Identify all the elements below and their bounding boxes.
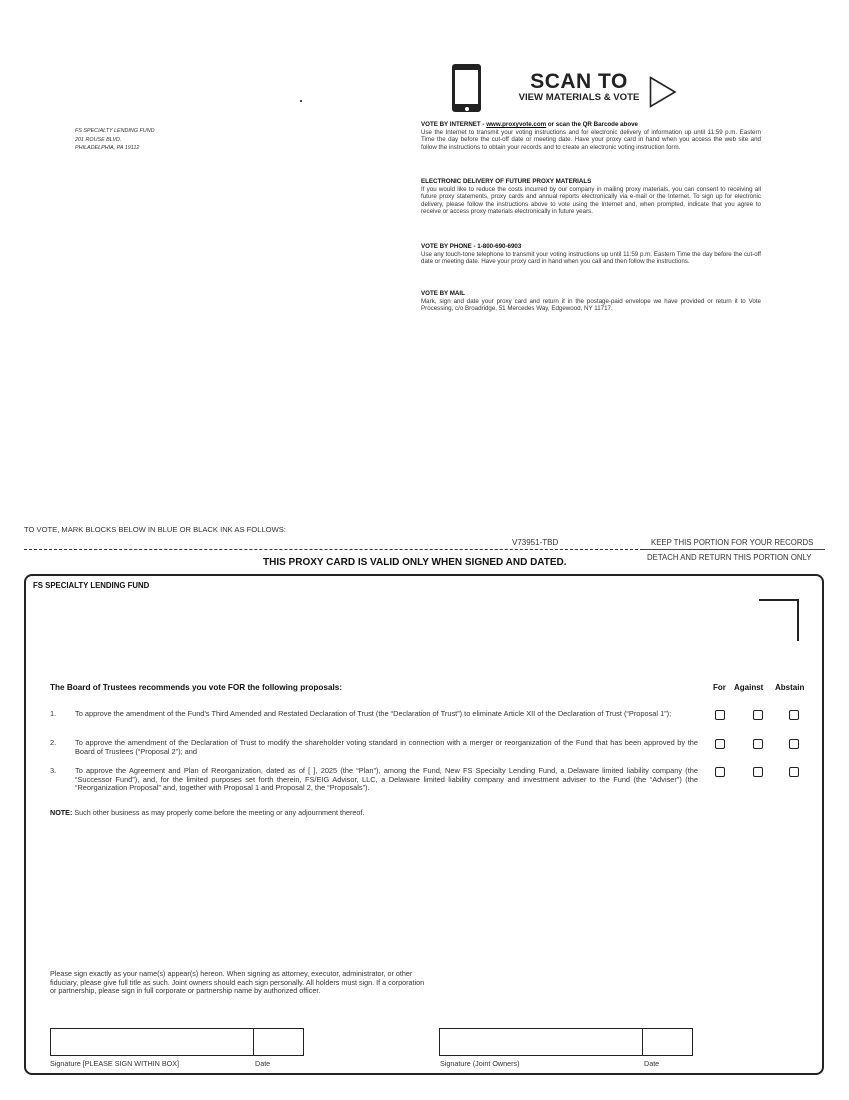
keep-portion-text: KEEP THIS PORTION FOR YOUR RECORDS bbox=[651, 538, 814, 547]
scan-title: SCAN TO bbox=[530, 70, 628, 93]
scan-banner bbox=[490, 72, 668, 104]
vote-by-mail-heading: VOTE BY MAIL bbox=[421, 290, 465, 297]
vote-by-phone-body: Use any touch-tone telephone to transmit your voting instructions up until 11:59 p.m. Eastern Time the day before the cut-off date or meeting date. Have your proxy card in hand when you call and then follow the instructions. bbox=[421, 250, 761, 266]
joint-signature-label: Signature (Joint Owners) bbox=[440, 1059, 520, 1068]
records-line bbox=[643, 549, 825, 550]
address-line: PHILADELPHIA, PA 19112 bbox=[75, 145, 140, 152]
detach-line bbox=[24, 549, 643, 550]
proposal-number: 2. bbox=[50, 738, 57, 747]
electronic-delivery-heading: ELECTRONIC DELIVERY OF FUTURE PROXY MATERIALS bbox=[421, 178, 592, 185]
note-text: Such other business as may properly come before the meeting or any adjournment thereof. bbox=[72, 808, 365, 817]
marking-instructions: TO VOTE, MARK BLOCKS BELOW IN BLUE OR BLACK INK AS FOLLOWS: bbox=[24, 525, 286, 534]
proposal-3-for-checkbox[interactable] bbox=[715, 767, 725, 777]
proposal-text: To approve the Agreement and Plan of Reorganization, dated as of [ ], 2025 (the “Plan”), among the Fund, New FS Specialty Lending Fund, a Delaware limited liability company (the “Successor Fund”), and, for the limited purposes set forth therein, FS/EIG Advisor, LLC, a Delaware limited liability company and investment adviser to the Fund (the “Adviser”) (the “Reorganization Proposal” and, together with Proposal 1 and Proposal 2, the “Proposals”). bbox=[75, 766, 698, 793]
proposal-3-abstain-checkbox[interactable] bbox=[789, 767, 799, 777]
proposal-row bbox=[50, 739, 698, 759]
column-against: Against bbox=[734, 683, 764, 692]
proposal-1-for-checkbox[interactable] bbox=[715, 710, 725, 720]
board-recommendation: The Board of Trustees recommends you vote FOR the following proposals: bbox=[50, 683, 343, 692]
printer-mark bbox=[300, 100, 302, 102]
electronic-delivery-section bbox=[421, 178, 761, 216]
proposal-row bbox=[50, 710, 698, 730]
signature-date-box[interactable] bbox=[253, 1028, 304, 1056]
proposal-1-abstain-checkbox[interactable] bbox=[789, 710, 799, 720]
card-fund-name: FS SPECIALTY LENDING FUND bbox=[33, 581, 150, 590]
signature-date-label: Date bbox=[255, 1059, 271, 1068]
note bbox=[50, 808, 364, 817]
proxyvote-link[interactable]: www.proxyvote.com bbox=[486, 121, 547, 128]
address-line: 201 ROUSE BLVD. bbox=[75, 136, 122, 143]
vote-by-mail-body: Mark, sign and date your proxy card and return it in the postage-paid envelope we have provided or return it to Vote Processing, c/o Broadridge, 51 Mercedes Way, Edgewood, NY 11717. bbox=[421, 297, 761, 313]
smartphone-icon bbox=[452, 64, 481, 112]
control-number: V73951-TBD bbox=[512, 538, 559, 547]
joint-signature-box[interactable] bbox=[439, 1028, 643, 1056]
column-abstain: Abstain bbox=[775, 683, 805, 692]
scan-subtitle: VIEW MATERIALS & VOTE bbox=[518, 92, 640, 103]
joint-signature-date-box[interactable] bbox=[642, 1028, 693, 1056]
heading-prefix: VOTE BY INTERNET - bbox=[421, 121, 487, 128]
signature-label: Signature [PLEASE SIGN WITHIN BOX] bbox=[50, 1059, 180, 1068]
heading-suffix: or scan the QR Barcode above bbox=[546, 121, 638, 128]
vote-by-phone-heading: VOTE BY PHONE - 1-800-690-6903 bbox=[421, 243, 522, 250]
return-address bbox=[75, 127, 154, 153]
signing-instructions: Please sign exactly as your name(s) appear(s) hereon. When signing as attorney, executor, administrator, or other fiduciary, please give full title as such. Joint owners should each sign personally. All holders must sign. If a corporation or partnership, please sign in full corporate or partnership name by authorized officer. bbox=[50, 969, 425, 996]
proposal-1-against-checkbox[interactable] bbox=[753, 710, 763, 720]
proposal-row bbox=[50, 767, 698, 795]
valid-notice: THIS PROXY CARD IS VALID ONLY WHEN SIGNED AND DATED. bbox=[263, 557, 567, 568]
proposal-number: 3. bbox=[50, 766, 57, 775]
proposal-number: 1. bbox=[50, 709, 57, 718]
detach-portion-text: DETACH AND RETURN THIS PORTION ONLY bbox=[647, 553, 812, 562]
electronic-delivery-body: If you would like to reduce the costs incurred by our company in mailing proxy materials, you can consent to receiving all future proxy statements, proxy cards and annual reports electronically via e-mail or the Internet. To sign up for electronic delivery, please follow the instructions above to vote using the Internet and, when prompted, indicate that you agree to receive or access proxy materials electronically in future years. bbox=[421, 185, 761, 216]
proposal-2-for-checkbox[interactable] bbox=[715, 739, 725, 749]
proposal-text: To approve the amendment of the Fund’s Third Amended and Restated Declaration of Trust (the “Declaration of Trust”) to eliminate Article XII of the Declaration of Trust (“Proposal 1”); bbox=[75, 709, 672, 718]
proposal-2-against-checkbox[interactable] bbox=[753, 739, 763, 749]
vote-by-mail-section bbox=[421, 290, 761, 313]
note-label: NOTE: bbox=[50, 808, 73, 817]
address-line: FS SPECIALTY LENDING FUND bbox=[75, 128, 155, 134]
proposal-3-against-checkbox[interactable] bbox=[753, 767, 763, 777]
proxy-card bbox=[24, 574, 824, 1075]
corner-mark bbox=[759, 599, 799, 641]
vote-by-internet-body: Use the Internet to transmit your voting instructions and for electronic delivery of information up until 11:59 p.m. Eastern Time the day before the cut-off date or meeting date. Have your proxy card in hand when you access the web site and follow the instructions to obtain your records and to create an electronic voting instruction form. bbox=[421, 128, 761, 151]
signature-box[interactable] bbox=[50, 1028, 254, 1056]
vote-by-phone-section bbox=[421, 243, 761, 266]
proposal-2-abstain-checkbox[interactable] bbox=[789, 739, 799, 749]
column-for: For bbox=[713, 683, 726, 692]
vote-by-internet-section bbox=[421, 121, 761, 151]
vote-by-internet-heading bbox=[421, 121, 761, 129]
joint-signature-date-label: Date bbox=[644, 1059, 660, 1068]
proposal-text: To approve the amendment of the Declaration of Trust to modify the shareholder voting standard in connection with a merger or reorganization of the Fund that has been approved by the Board of Trustees (“Proposal 2”); and bbox=[75, 738, 698, 756]
play-arrow-icon bbox=[649, 76, 677, 108]
